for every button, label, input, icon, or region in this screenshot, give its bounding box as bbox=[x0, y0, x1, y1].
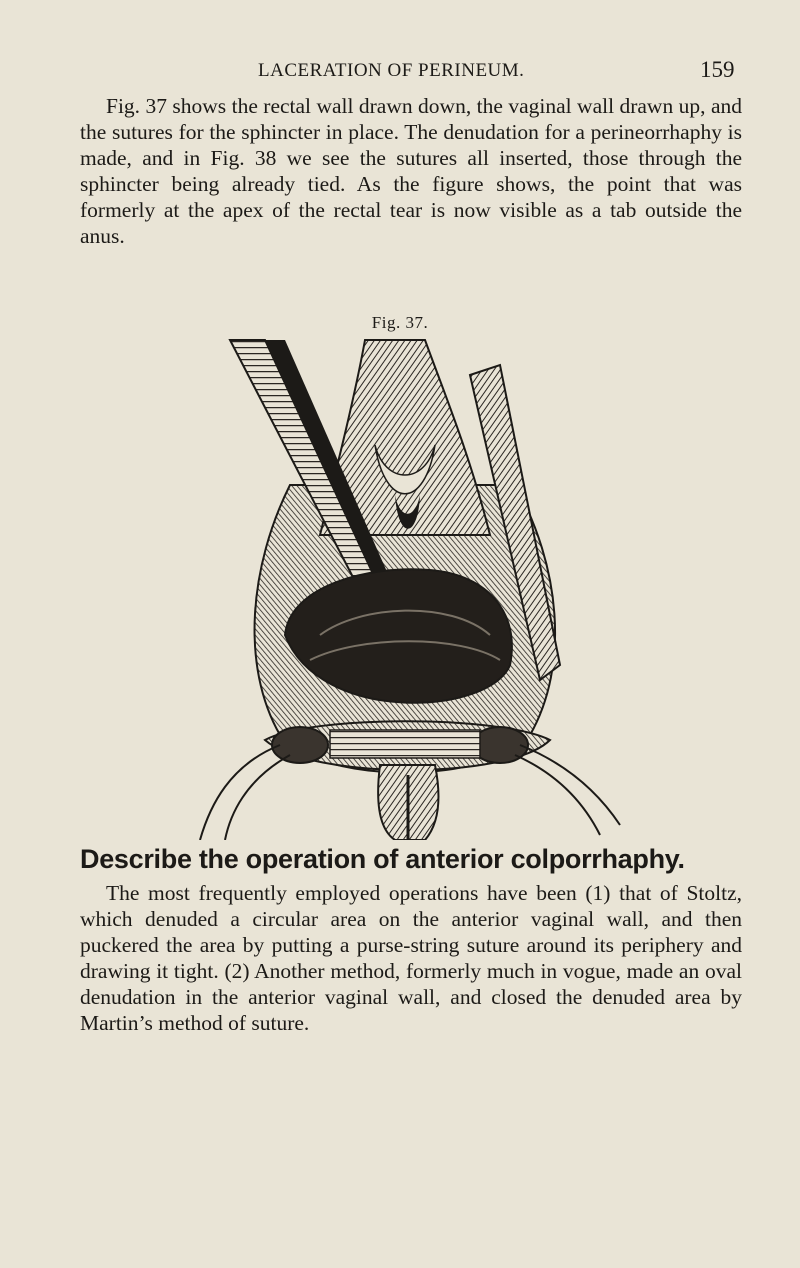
running-head bbox=[0, 57, 800, 90]
paragraph-2: The most frequently employed operations have been (1) that of Stoltz, which denuded a circular area on the anterior vaginal wall, and then puckered the area by putting a purse-string suture around its periphery and drawing it tight. (2) Another method, formerly much in vogue, made an oval denudation in the anterior vaginal wall, and closed the denuded area by Martin’s method of suture. bbox=[80, 881, 742, 1035]
paragraph-1: Fig. 37 shows the rectal wall drawn down, the vaginal wall drawn up, and the sutures for the sphincter in place. The denudation for a perineorrhaphy is made, and in Fig. 38 we see the sutures all inserted, those through the sphincter being already tied. As the figure shows, the point that was formerly at the apex of the rectal tear is now visible as a tab outside the anus. bbox=[80, 94, 742, 248]
surgical-illustration bbox=[170, 335, 640, 840]
page-number: 159 bbox=[700, 57, 735, 82]
running-head-title: LACERATION OF PERINEUM. bbox=[258, 60, 525, 81]
question-heading: Describe the operation of anterior colporrhaphy. bbox=[80, 844, 685, 874]
figure-label: Fig. 37. bbox=[371, 313, 429, 332]
